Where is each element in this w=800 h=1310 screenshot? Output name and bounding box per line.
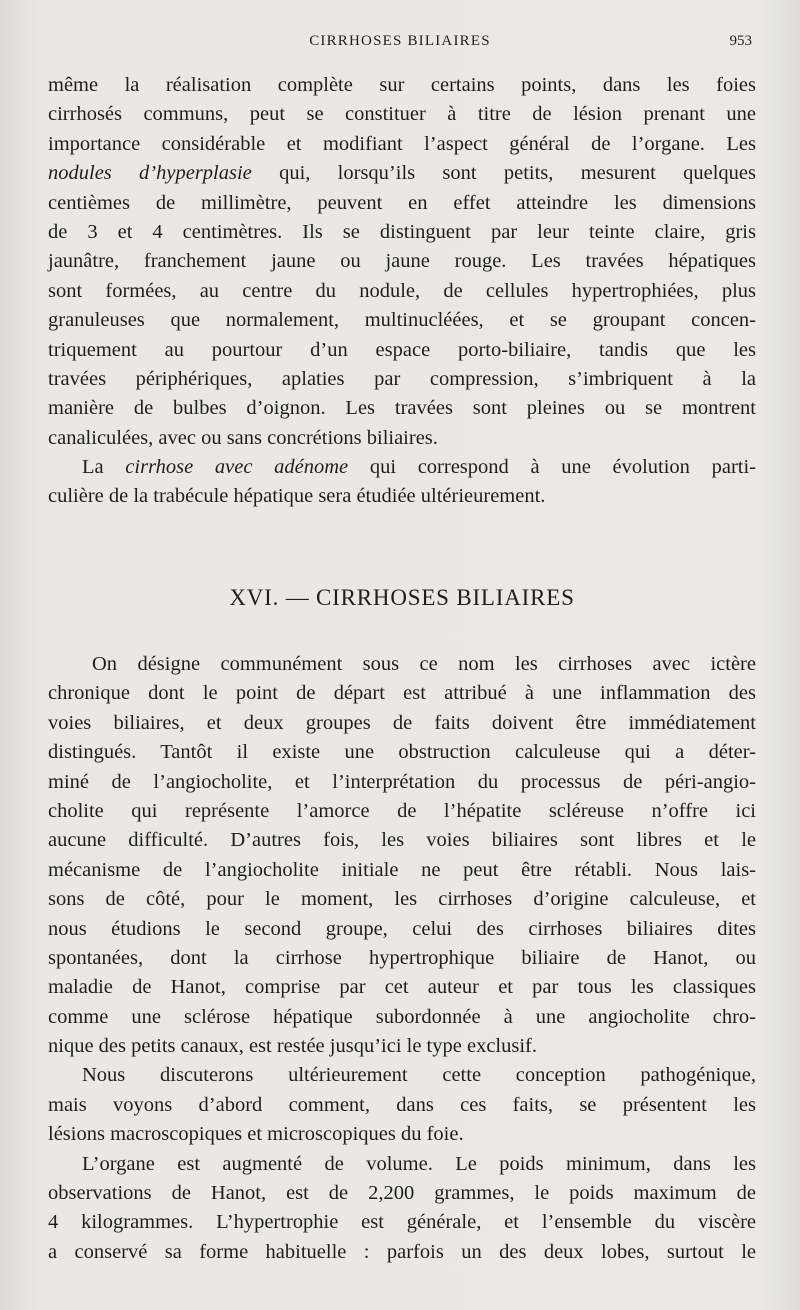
paragraph <box>48 453 756 512</box>
text-line: canaliculées, avec ou sans concrétions biliaires. <box>48 426 438 449</box>
page-number: 953 <box>729 33 752 49</box>
text-line: maladie de Hanot, comprise par cet auteur et par tous les classiques <box>48 976 756 999</box>
text-line: travées périphériques, aplaties par compression, s’imbriquent à la <box>48 367 756 390</box>
text-line: a conservé sa forme habituelle : parfois un des deux lobes, surtout le <box>48 1240 756 1263</box>
italic-term: cirrhose avec adénome <box>125 456 349 479</box>
upper-text-block <box>48 71 756 512</box>
text-line: culière de la trabécule hépatique sera étudiée ultérieurement. <box>48 485 546 508</box>
text-line: miné de l’angiocholite, et l’interprétation du processus de péri-angio- <box>48 770 756 793</box>
text-line: distingués. Tantôt il existe une obstruction calculeuse qui a déter- <box>48 741 756 764</box>
text-line: manière de bulbes d’oignon. Les travées sont pleines ou se montrent <box>48 397 756 420</box>
text-line: lésions macroscopiques et microscopiques du foie. <box>48 1123 464 1146</box>
lower-text-block <box>48 650 756 1267</box>
running-title: CIRRHOSES BILIAIRES <box>309 33 491 49</box>
section-heading: XVI. — CIRRHOSES BILIAIRES <box>229 585 575 610</box>
text-line: sons de côté, pour le moment, les cirrhoses d’origine calculeuse, et <box>48 888 756 911</box>
text-line: observations de Hanot, est de 2,200 grammes, le poids maximum de <box>48 1182 756 1205</box>
paragraph <box>48 71 756 453</box>
text-line: granuleuses que normalement, multinucléées, et se groupant concen- <box>48 309 756 332</box>
text-line: importance considérable et modifiant l’aspect général de l’organe. Les <box>48 132 756 155</box>
text-line: de 3 et 4 centimètres. Ils se distinguent par leur teinte claire, gris <box>48 220 756 243</box>
text-line: 4 kilogrammes. L’hypertrophie est générale, et l’ensemble du viscère <box>48 1211 756 1234</box>
text-line: On désigne communément sous ce nom les cirrhoses avec ictère <box>92 653 756 675</box>
text-line: mais voyons d’abord comment, dans ces faits, se présentent les <box>48 1093 756 1116</box>
italic-term: nodules d’hyperplasie <box>48 162 252 185</box>
text-line: même la réalisation complète sur certains points, dans les foies <box>48 74 756 96</box>
paragraph <box>48 1150 756 1268</box>
paragraph <box>48 650 756 1061</box>
text-line: nique des petits canaux, est restée jusqu’ici le type exclusif. <box>48 1035 537 1058</box>
text-span: qui, lorsqu’ils sont petits, mesurent quelques <box>251 162 756 185</box>
text-line: spontanées, dont la cirrhose hypertrophique biliaire de Hanot, ou <box>48 946 756 969</box>
text-line: cirrhosés communs, peut se constituer à titre de lésion prenant une <box>48 103 756 126</box>
text-line: aucune difficulté. D’autres fois, les voies biliaires sont libres et le <box>48 829 756 852</box>
text-line: jaunâtre, franchement jaune ou jaune rouge. Les travées hépatiques <box>48 250 756 273</box>
text-line: Nous discuterons ultérieurement cette conception pathogénique, <box>82 1064 756 1087</box>
text-line: L’organe est augmenté de volume. Le poids minimum, dans les <box>82 1152 756 1175</box>
text-line: sont formées, au centre du nodule, de cellules hypertrophiées, plus <box>48 279 756 302</box>
text-line: voies biliaires, et deux groupes de faits doivent être immédiatement <box>48 711 756 734</box>
text-line <box>48 453 756 482</box>
text-line: chronique dont le point de départ est attribué à une inflammation des <box>48 682 756 705</box>
text-span: qui correspond à une évolution parti- <box>348 456 756 479</box>
text-line: mécanisme de l’angiocholite initiale ne peut être rétabli. Nous lais- <box>48 858 756 881</box>
text-line: centièmes de millimètre, peuvent en effet atteindre les dimensions <box>48 191 756 214</box>
page-header <box>48 33 752 57</box>
text-line: cholite qui représente l’amorce de l’hépatite scléreuse n’offre ici <box>48 799 756 822</box>
text-line <box>48 159 756 188</box>
text-line: nous étudions le second groupe, celui des cirrhoses biliaires dites <box>48 917 756 940</box>
paragraph <box>48 1061 756 1149</box>
text-line: triquement au pourtour d’un espace porto-biliaire, tandis que les <box>48 338 756 361</box>
text-span: La <box>82 456 126 479</box>
text-line: comme une sclérose hépatique subordonnée à une angiocholite chro- <box>48 1005 756 1028</box>
